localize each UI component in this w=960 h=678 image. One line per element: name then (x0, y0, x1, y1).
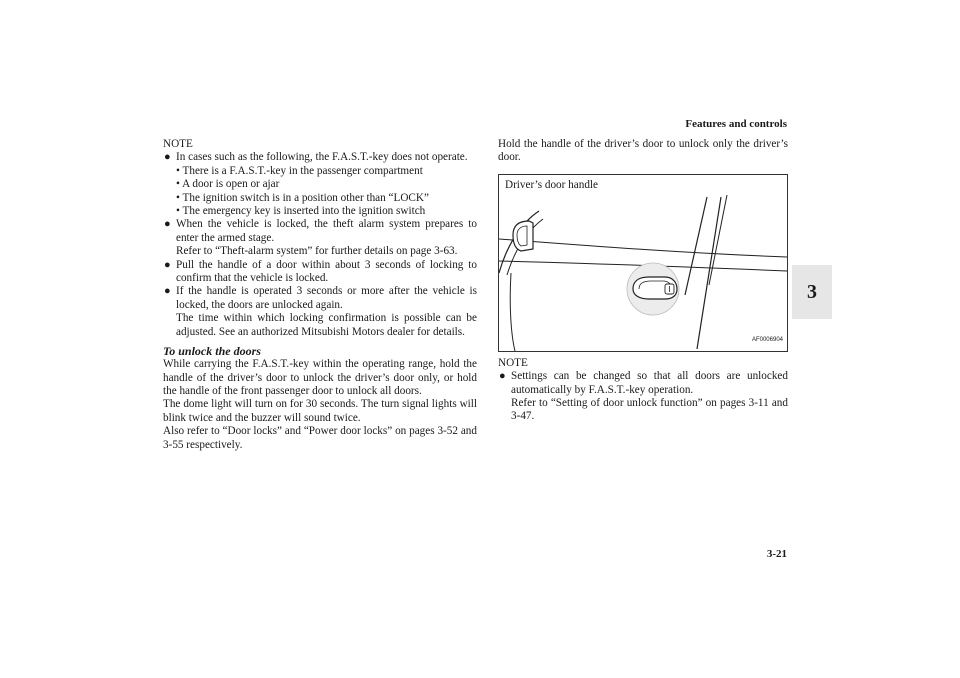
bullet-line: • The ignition switch is in a position other than “LOCK” (176, 191, 429, 204)
bullet-line: • The emergency key is inserted into the ignition switch (176, 205, 426, 218)
bullet-dot-icon: ● (164, 151, 171, 164)
bullet-line: Refer to “Theft-alarm system” for further details on page 3-63. (176, 245, 458, 258)
door-belt-line (499, 239, 787, 257)
section-header: Features and controls (685, 118, 787, 130)
bullet-line: The time within which locking confirmation is possible can be adjusted. See an authorized Mitsubishi Motors dealer for details. (176, 312, 477, 338)
bullet-line: Settings can be changed so that all doors are unlocked automatically by F.A.S.T.-key operation. (511, 370, 788, 396)
section-subheading: To unlock the doors (163, 344, 261, 359)
bullet-dot-icon: ● (164, 258, 171, 271)
side-mirror-icon (513, 221, 533, 251)
door-front-edge (510, 273, 515, 351)
body-paragraph: While carrying the F.A.S.T.-key within the operating range, hold the handle of the driver’s door to unlock the driver’s door only, or hold the handle of the front passenger door to unlock all doors. (163, 358, 477, 397)
body-paragraph: Also refer to “Door locks” and “Power door locks” on pages 3-52 and 3-55 respectively. (163, 425, 477, 451)
note-bullet (163, 285, 477, 339)
bullet-line: If the handle is operated 3 seconds or more after the vehicle is locked, the doors are unlocked again. (176, 285, 477, 311)
b-pillar-line-3 (709, 195, 727, 285)
door-handle-figure (498, 174, 788, 352)
b-pillar-line (685, 197, 707, 295)
bullet-line: • There is a F.A.S.T.-key in the passenger compartment (176, 164, 423, 177)
note-bullet (163, 259, 477, 286)
chapter-tab: 3 (792, 265, 832, 319)
bullet-line: • A door is open or ajar (176, 178, 280, 191)
figure-code: AF0006904 (751, 337, 783, 344)
note-heading: NOTE (498, 356, 528, 369)
left-column (163, 138, 477, 452)
figure-label: Driver’s door handle (505, 178, 598, 191)
bullet-dot-icon: ● (164, 218, 171, 231)
bullet-line: Refer to “Setting of door unlock function” on pages 3-11 and 3-47. (511, 397, 788, 423)
intro-paragraph: Hold the handle of the driver’s door to unlock only the driver’s door. (498, 138, 788, 164)
bullet-dot-icon: ● (499, 370, 506, 383)
right-column (498, 138, 788, 424)
note-bullet (163, 218, 477, 258)
bullet-line: When the vehicle is locked, the theft alarm system prepares to enter the armed stage. (176, 218, 477, 244)
bullet-line: In cases such as the following, the F.A.S.T.-key does not operate. (176, 151, 468, 164)
page-number: 3-21 (766, 548, 787, 560)
note-bullet (498, 370, 788, 424)
bullet-line: Pull the handle of a door within about 3 seconds of locking to confirm that the vehicle is locked. (176, 258, 477, 285)
bullet-dot-icon: ● (164, 285, 171, 298)
body-paragraph: The dome light will turn on for 30 seconds. The turn signal lights will blink twice and the buzzer will sound twice. (163, 398, 477, 424)
door-handle-illustration (499, 175, 787, 351)
note-bullet (163, 151, 477, 218)
note-heading: NOTE (163, 138, 193, 150)
b-pillar-line-2 (697, 197, 721, 349)
